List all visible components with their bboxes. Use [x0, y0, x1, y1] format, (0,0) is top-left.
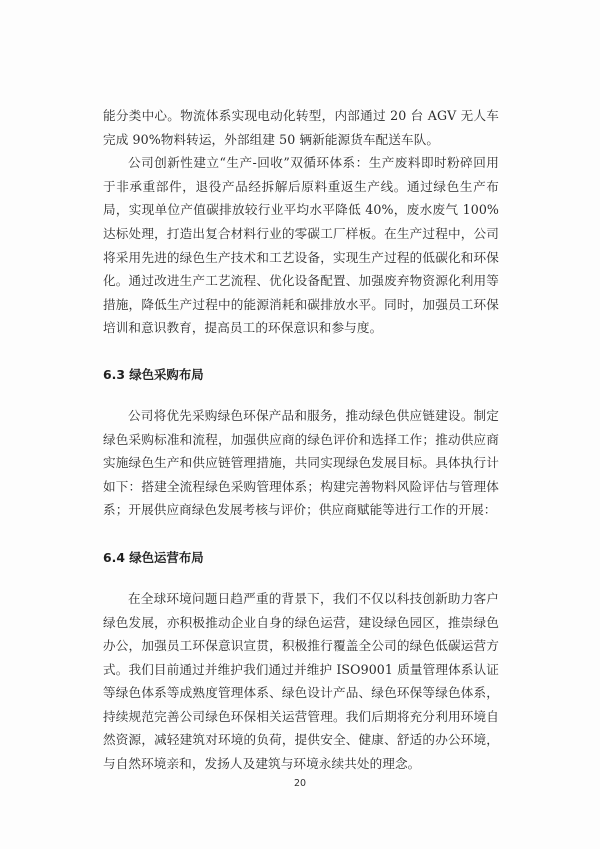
- paragraph-green-procurement: 公司将优先采购绿色环保产品和服务，推动绿色供应链建设。制定绿色采购标准和流程，加强供应商的绿色评价和选择工作；推动供应商实施绿色生产和供应链管理措施，共同实现绿色发展目标。具体执行计如下：搭建全流程绿色采购管理体系；构建完善物料风险评估与管理体系；开展供应商绿色发展考核与评价；供应商赋能等进行工作的开展：: [103, 407, 499, 518]
- page-content: [103, 104, 499, 776]
- paragraph-recycling: 公司创新性建立“生产-回收”双循环体系：生产废料即时粉碎回用于非承重部件，退役产品经拆解后原料重返生产线。通过绿色生产布局，实现单位产值碳排放较行业平均水平降低 40%，废水废气 100%达标处理，打造出复合材料行业的零碳工厂样板。在生产过程中，公司将采用先进的绿色生产技术和工艺设备，实现生产过程的低碳化和环保化。通过改进生产工艺流程、优化设备配置、加强废弃物资源化利用等措施，降低生产过程中的能源消耗和碳排放水平。同时，加强员工环保培训和意识教育，提高员工的环保意识和参与度。: [103, 155, 499, 336]
- section-heading-green-operations: 6.4 绿色运营布局: [103, 549, 204, 565]
- section-heading-green-procurement: 6.3 绿色采购布局: [103, 366, 204, 382]
- page-number: 20: [293, 778, 307, 789]
- paragraph-green-operations: 在全球环境问题日趋严重的背景下，我们不仅以科技创新助力客户绿色发展，亦积极推动企业自身的绿色运营，建设绿色园区，推崇绿色办公，加强员工环保意识宣贯，积极推行覆盖全公司的绿色低碳运营方式。我们目前通过并维护我们通过并维护 ISO9001 质量管理体系认证等绿色体系等成熟度管理体系、绿色设计产品、绿色环保等绿色体系，持续规范完善公司绿色环保相关运营管理。我们后期将充分利用环境自然资源，减轻建筑对环境的负荷，提供安全、健康、舒适的办公环境，与自然环境亲和，发扬人及建筑与环境永续共处的理念。: [103, 590, 499, 772]
- paragraph-logistics: 能分类中心。物流体系实现电动化转型，内部通过 20 台 AGV 无人车完成 90%物料转运，外部组建 50 辆新能源货车配送车队。: [103, 108, 499, 147]
